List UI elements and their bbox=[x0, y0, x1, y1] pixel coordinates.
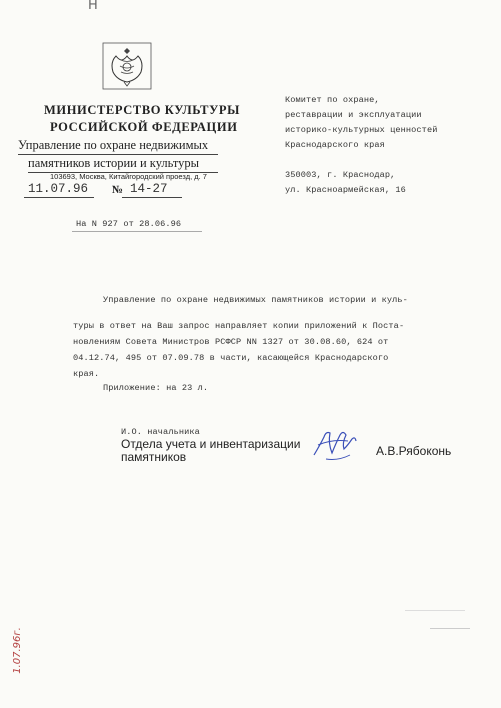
number-underline bbox=[122, 197, 182, 198]
reply-underline bbox=[72, 231, 202, 232]
recipient-line2: реставрации и эксплуатации bbox=[285, 110, 422, 120]
date-underline bbox=[24, 197, 94, 198]
department-name-line2: памятников истории и культуры bbox=[28, 156, 200, 170]
department-underline-1 bbox=[18, 154, 218, 155]
signature-acting-title: И.О. начальника bbox=[121, 427, 200, 437]
letter-number: 14-27 bbox=[130, 182, 168, 196]
faint-stamp-line-2 bbox=[430, 628, 470, 629]
coat-of-arms-emblem bbox=[102, 42, 152, 90]
ministry-name-line1: МИНИСТЕРСТВО КУЛЬТУРЫ bbox=[44, 103, 241, 117]
recipient-line5: 350003, г. Краснодар, bbox=[285, 170, 396, 180]
signature-dept-line1: Отдела учета и инвентаризации bbox=[121, 437, 301, 451]
body-line1: Управление по охране недвижимых памятников истории и куль- bbox=[103, 295, 408, 305]
faint-stamp-line-1 bbox=[405, 610, 465, 611]
body-line5: края. bbox=[73, 369, 100, 379]
signer-name: А.В.Рябоконь bbox=[376, 444, 452, 458]
ministry-name-line2: РОССИЙСКОЙ ФЕДЕРАЦИИ bbox=[50, 120, 238, 134]
recipient-line1: Комитет по охране, bbox=[285, 95, 380, 105]
letter-date: 11.07.96 bbox=[28, 182, 89, 196]
recipient-line4: Краснодарского края bbox=[285, 140, 385, 150]
number-label: № bbox=[112, 184, 124, 196]
body-line3: новлениям Совета Министров РСФСР NN 1327 от 30.08.60, 624 от bbox=[73, 337, 389, 347]
attachment-note: Приложение: на 23 л. bbox=[103, 383, 209, 393]
letterhead-address: 103693, Москва, Китайгородский проезд, д. 7 bbox=[50, 172, 207, 181]
handwritten-signature bbox=[310, 425, 364, 465]
top-handwritten-mark: H bbox=[88, 0, 98, 13]
margin-handwritten-date: 1.07.96г. bbox=[11, 627, 23, 674]
body-line4: 04.12.74, 495 от 07.09.78 в части, касающейся Краснодарского bbox=[73, 353, 389, 363]
recipient-line3: историко-культурных ценностей bbox=[285, 125, 438, 135]
signature-dept-line2: памятников bbox=[121, 450, 187, 464]
recipient-line6: ул. Красноармейская, 16 bbox=[285, 185, 406, 195]
reply-reference: На N 927 от 28.06.96 bbox=[76, 219, 182, 229]
body-line2: туры в ответ на Ваш запрос направляет копии приложений к Поста- bbox=[73, 321, 405, 331]
department-name-line1: Управление по охране недвижимых bbox=[18, 138, 209, 152]
